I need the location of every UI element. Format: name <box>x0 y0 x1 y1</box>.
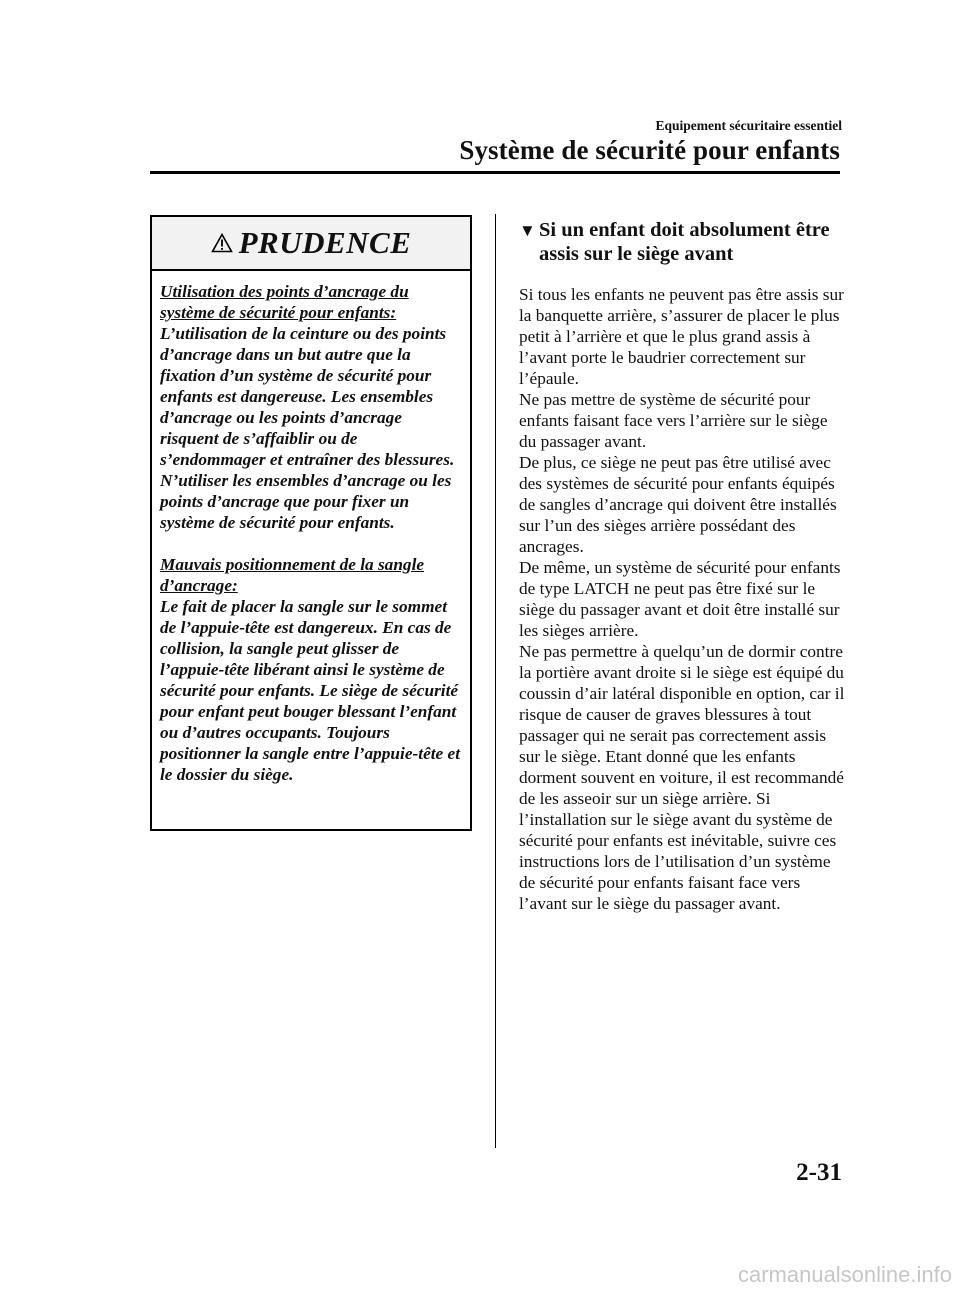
body-paragraph: Si tous les enfants ne peuvent pas être assis sur la banquette arrière, s’assurer de placer le plus petit à l’arrière et que le plus grand assis à l’avant porte le baudrier correctement sur l’épaule. <box>519 285 844 388</box>
watermark: carmanualsonline.info <box>737 1262 952 1287</box>
caution-header <box>152 217 470 271</box>
section-heading-text: Si un enfant doit absolument être assis sur le siège avant <box>539 219 830 265</box>
section-category: Equipement sécuritaire essentiel <box>655 118 842 133</box>
caution-subtitle-anchorage: Utilisation des points d’ancrage du système de sécurité pour enfants: <box>160 282 409 322</box>
body-paragraph: Ne pas permettre à quelqu’un de dormir contre la portière avant droite si le siège est équipé du coussin d’air latéral disponible en option, car il risque de causer de graves blessures à tout passager qui ne serait pas correctement assis sur le siège. Etant donné que les enfants dorment souvent en voiture, il est recommandé de les asseoir sur un siège arrière. Si l’installation sur le siège avant du système de sécurité pour enfants est inévitable, suivre ces instructions lors de l’utilisation d’un système de sécurité pour enfants faisant face vers l’avant sur le siège du passager avant. <box>519 642 845 913</box>
caution-text-anchorage: L’utilisation de la ceinture ou des points d’ancrage dans un but autre que la fixation d’un système de sécurité pour enfants est dangereuse. Les ensembles d’ancrage ou les points d’ancrage risquent de s’affaiblir ou de s’endommager et entraîner des blessures. N’utiliser les ensembles d’ancrage ou les points d’ancrage que pour fixer un système de sécurité pour enfants. <box>160 324 455 532</box>
section-body <box>519 284 849 914</box>
page-number: 2-31 <box>796 1159 842 1186</box>
page-section-title: Système de sécurité pour enfants <box>459 135 840 165</box>
body-paragraph: Ne pas mettre de système de sécurité pour enfants faisant face vers l’arrière sur le siège du passager avant. <box>519 390 828 451</box>
body-paragraph: De même, un système de sécurité pour enfants de type LATCH ne peut pas être fixé sur le siège du passager avant et doit être installé sur les sièges arrière. <box>519 558 841 640</box>
body-paragraph: De plus, ce siège ne peut pas être utilisé avec des systèmes de sécurité pour enfants équipés de sangles d’ancrage qui doivent être installés sur l’un des sièges arrière possédant des ancrages. <box>519 453 837 556</box>
warning-triangle-icon <box>211 233 233 253</box>
caution-text-tether: Le fait de placer la sangle sur le sommet de l’appuie-tête est dangereux. En cas de collision, la sangle peut glisser de l’appuie-tête libérant ainsi le système de sécurité pour enfants. Le siège de sécurité pour enfant peut bouger blessant l’enfant ou d’autres occupants. Toujours positionner la sangle entre l’appuie-tête et le dossier du siège. <box>160 597 461 784</box>
caution-box <box>150 215 472 831</box>
caution-title: PRUDENCE <box>238 225 412 260</box>
section-heading <box>519 218 849 266</box>
column-divider <box>495 214 496 1148</box>
right-column <box>519 218 849 914</box>
triangle-marker-icon: ▼ <box>519 221 536 240</box>
caution-subtitle-tether: Mauvais positionnement de la sangle d’ancrage: <box>160 555 425 595</box>
caution-body <box>152 271 470 785</box>
header-rule <box>150 171 840 174</box>
